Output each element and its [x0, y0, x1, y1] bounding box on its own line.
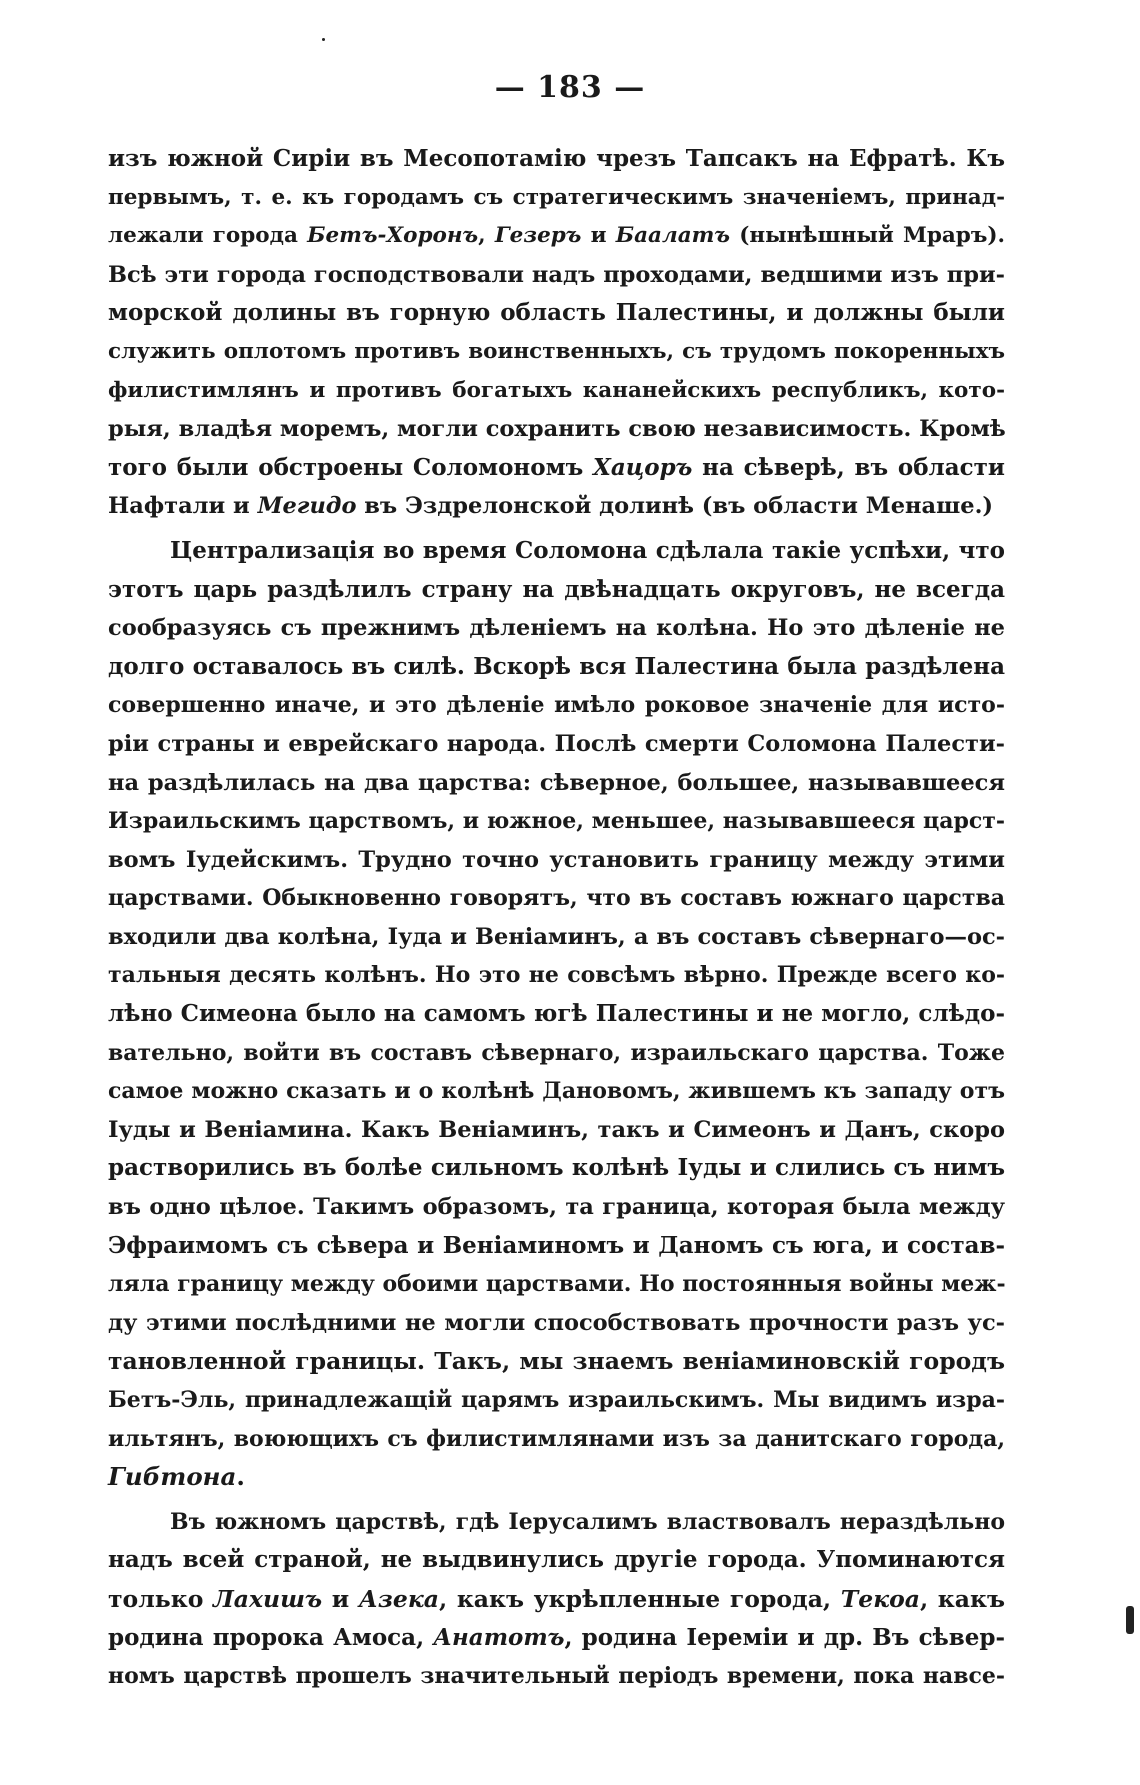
text-line: Въ южномъ царствѣ, гдѣ Іерусалимъ властвовалъ нераздѣльно — [170, 1508, 1005, 1535]
text-line: филистимлянъ и противъ богатыхъ кананейскихъ республикъ, кото- — [108, 377, 1005, 403]
text-line: Израильскимъ царствомъ, и южное, меньшее, называвшееся царст- — [108, 808, 1005, 835]
text-run: и — [581, 223, 616, 249]
text-line: Іуды и Веніамина. Какъ Веніаминъ, такъ и Симеонъ и Данъ, скоро — [108, 1116, 1005, 1143]
text-line: Эфраимомъ съ сѣвера и Веніаминомъ и Даномъ съ юга, и состав- — [108, 1231, 1005, 1259]
text-line: сообразуясь съ прежнимъ дѣленіемъ на колѣна. Но это дѣленіе не — [108, 615, 1005, 642]
text-line: ду этими послѣдними не могли способствовать прочности разъ ус- — [108, 1309, 1005, 1336]
text-line: вомъ Іудейскимъ. Трудно точно установить границу между этими — [108, 846, 1005, 873]
place-name: Бетъ-Хоронъ — [307, 223, 479, 249]
text-line — [108, 487, 1005, 526]
text-line: первымъ, т. е. къ городамъ съ стратегическимъ значеніемъ, принад- — [108, 184, 1005, 210]
place-name: Мегидо — [257, 493, 357, 520]
text-line: въ одно цѣлое. Такимъ образомъ, та граница, которая была между — [108, 1194, 1005, 1221]
text-line: Бетъ-Эль, принадлежащій царямъ израильскимъ. Мы видимъ изра- — [108, 1387, 1005, 1413]
text-run: , какъ — [920, 1584, 1005, 1613]
text-line: лѣно Симеона было на самомъ югѣ Палестины и не могло, слѣдо- — [108, 1000, 1005, 1028]
place-name: Хацоръ — [593, 453, 693, 481]
text-line: Централизація во время Соломона сдѣлала такіе успѣхи, что — [170, 536, 1005, 564]
text-line: этотъ царь раздѣлилъ страну на двѣнадцать округовъ, не всегда — [108, 575, 1005, 603]
text-line: морской долины въ горную область Палестины, и должны были — [108, 299, 1005, 327]
place-name: Баалатъ — [615, 223, 731, 249]
text-run: лежали города — [108, 223, 308, 249]
text-line — [108, 1458, 1005, 1497]
place-name: Азека — [358, 1584, 440, 1613]
text-line — [108, 1619, 1005, 1658]
body-text — [108, 140, 1005, 1696]
place-name: Лахишъ — [213, 1584, 323, 1613]
place-name: Гибтона — [108, 1462, 237, 1492]
text-line: долго оставалось въ силѣ. Вскорѣ вся Палестина была раздѣлена — [108, 652, 1005, 680]
text-run: , родина Іереміи и др. Въ сѣвер- — [564, 1623, 1006, 1651]
text-line: ріи страны и еврейскаго народа. Послѣ смерти Соломона Палести- — [108, 730, 1005, 757]
place-name: Анатотъ — [433, 1623, 565, 1651]
text-line: растворились въ болѣе сильномъ колѣнѣ Іуды и слились съ нимъ — [108, 1154, 1005, 1182]
text-line: совершенно иначе, и это дѣленіе имѣло роковое значеніе для исто- — [108, 692, 1005, 719]
text-run: (нынѣшный Мраръ). — [730, 223, 1005, 249]
text-line: тановленной границы. Такъ, мы знаемъ веніаминовскій городъ — [108, 1347, 1005, 1376]
page-number: — 183 — — [494, 70, 646, 105]
text-line: служить оплотомъ противъ воинственныхъ, съ трудомъ покоренныхъ — [108, 338, 1005, 364]
text-line: ильтянъ, воюющихъ съ филистимлянами изъ за данитскаго города, — [108, 1425, 1005, 1452]
text-line: тальныя десять колѣнъ. Но это не совсѣмъ вѣрно. Прежде всего ко- — [108, 962, 1005, 989]
text-line: царствами. Обыкновенно говорятъ, что въ составъ южнаго царства — [108, 885, 1005, 912]
text-line: номъ царствѣ прошелъ значительный періодъ времени, пока навсе- — [108, 1663, 1005, 1690]
text-line: изъ южной Сиріи въ Месопотамію чрезъ Тапсакъ на Ефратѣ. Къ — [108, 145, 1005, 172]
text-run: только — [108, 1584, 214, 1613]
text-line: самое можно сказать и о колѣнѣ Дановомъ, жившемъ къ западу отъ — [108, 1078, 1005, 1105]
text-line — [108, 1580, 1005, 1619]
text-run: Нафтали и — [108, 493, 258, 520]
scan-speck — [1126, 1606, 1134, 1634]
text-line: на раздѣлилась на два царства: сѣверное, большее, называвшееся — [108, 769, 1005, 796]
text-run: , какъ укрѣпленные города, — [439, 1584, 841, 1613]
place-name: Текоа — [840, 1584, 920, 1613]
text-line — [108, 217, 1005, 256]
text-line: входили два колѣна, Іуда и Веніаминъ, а въ составъ сѣвернаго—ос- — [108, 923, 1005, 950]
scan-speck — [322, 38, 325, 41]
text-line: Всѣ эти города господствовали надъ проходами, ведшими изъ при- — [108, 261, 1005, 288]
text-line: ляла границу между обоими царствами. Но постоянныя войны меж- — [108, 1271, 1006, 1298]
text-line: рыя, владѣя моремъ, могли сохранить свою независимость. Кромѣ — [108, 416, 1006, 443]
place-name: Гезеръ — [494, 223, 582, 249]
text-run: въ Эздрелонской долинѣ (въ области Менаше.) — [356, 493, 994, 520]
text-line: надъ всей страной, не выдвинулись другіе города. Упоминаются — [108, 1546, 1005, 1574]
text-run: родина пророка Амоса, — [108, 1623, 434, 1651]
text-run: на сѣверѣ, въ области — [692, 453, 1005, 481]
text-line: вательно, войти въ составъ сѣвернаго, израильскаго царства. Тоже — [108, 1039, 1005, 1066]
text-run: , — [478, 223, 495, 249]
text-run: . — [236, 1462, 245, 1492]
text-line — [108, 449, 1005, 488]
text-run: того были обстроены Соломономъ — [108, 453, 593, 481]
text-run: и — [322, 1584, 359, 1613]
